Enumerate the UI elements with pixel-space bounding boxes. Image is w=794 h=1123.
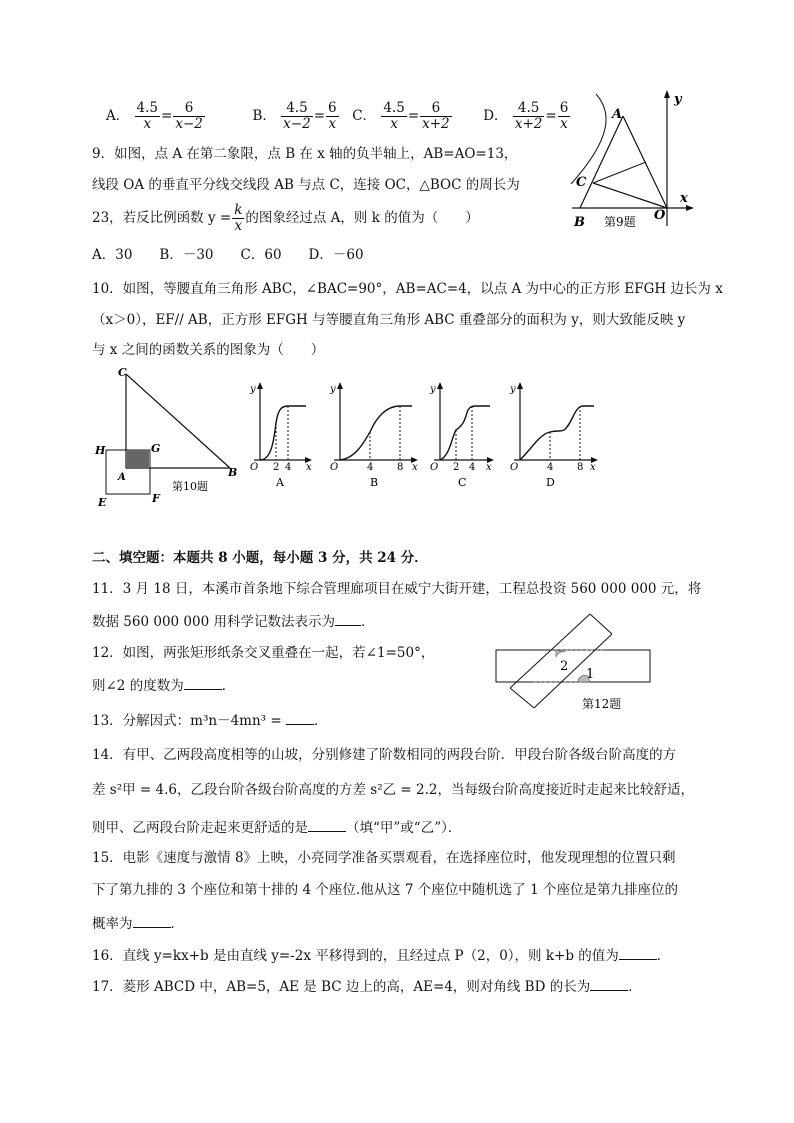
axis-o: O bbox=[510, 462, 519, 473]
axis-x: x bbox=[590, 462, 596, 473]
axis-x: x bbox=[306, 462, 312, 473]
arrow bbox=[257, 382, 263, 389]
graph-b bbox=[329, 382, 418, 489]
axis-o: O bbox=[250, 462, 259, 473]
option-graphs bbox=[240, 378, 600, 490]
figure-12 bbox=[494, 612, 654, 716]
graph-label: B bbox=[370, 476, 379, 489]
angle-2-label: 2 bbox=[560, 659, 569, 674]
label-g: G bbox=[151, 442, 161, 455]
answer-blank bbox=[133, 913, 171, 928]
q10-line2: （x＞0），EF// AB，正方形 EFGH 与等腰直角三角形 ABC 重叠部分的面积为 y，则大致能反映 y bbox=[92, 312, 686, 328]
answer-blank bbox=[335, 611, 361, 626]
graph-c bbox=[429, 382, 494, 489]
tick: 2 bbox=[273, 462, 280, 473]
q16: 16．直线 y=kx+b 是由直线 y=-2x 平移得到的，且经过点 P（2，0），则 k+b 的值为 ． bbox=[92, 945, 670, 965]
label-c: C bbox=[118, 366, 127, 379]
axis-y: y bbox=[250, 384, 256, 395]
q8-options bbox=[106, 96, 571, 136]
perpendicular-bisector bbox=[593, 162, 646, 183]
horizontal-strip bbox=[496, 650, 650, 682]
segment-oc bbox=[593, 183, 667, 208]
axis-y: y bbox=[430, 384, 436, 395]
tick: 4 bbox=[547, 462, 554, 473]
graph-label: D bbox=[546, 476, 555, 489]
figure-caption: 第9题 bbox=[604, 215, 636, 229]
answer-blank bbox=[619, 945, 657, 960]
q12-line2: 则∠2 的度数为 ． bbox=[92, 675, 235, 695]
q9-line2: 线段 OA 的垂直平分线交线段 AB 与点 C，连接 OC，△BOC 的周长为 bbox=[92, 177, 520, 193]
axis-x: x bbox=[486, 462, 492, 473]
section-title: 二、填空题：本题共 8 小题，每小题 3 分，共 24 分． bbox=[92, 550, 428, 566]
curve bbox=[520, 406, 594, 460]
figure-10 bbox=[90, 362, 240, 512]
answer-blank bbox=[286, 710, 314, 725]
figure-caption: 第12题 bbox=[582, 697, 622, 711]
overlap-region bbox=[127, 450, 149, 468]
fraction: $\frac{6}{x+2}$ bbox=[422, 100, 450, 132]
answer-blank bbox=[184, 675, 222, 690]
q14-line3: 则甲、乙两段台阶走起来更舒适的是 （填“甲”或“乙”）． bbox=[92, 817, 461, 837]
hyperbola-curve bbox=[571, 94, 606, 184]
label-x: x bbox=[680, 191, 688, 206]
q10-line3: 与 x 之间的函数关系的图象为（ ） bbox=[92, 342, 325, 358]
answer-blank bbox=[308, 817, 346, 832]
q9-line1: 9．如图，点 A 在第二象限，点 B 在 x 轴的负半轴上，AB=AO=13， bbox=[92, 146, 518, 162]
angle-2-mark bbox=[556, 650, 566, 657]
label-a: A bbox=[118, 472, 126, 483]
slanted-strip-edge bbox=[590, 614, 612, 634]
q15-line1: 15．电影《速度与激情 8》上映，小亮同学准备买票观看，在选择座位时，他发现理想的位置只剩 bbox=[92, 850, 676, 866]
curve bbox=[260, 406, 306, 460]
fraction: $\frac{4.5}{x+2}$ bbox=[514, 100, 543, 132]
q13: 13．分解因式：m³n－4mn³ = ． bbox=[92, 710, 327, 730]
fraction: $\frac{6}{x}$ bbox=[559, 100, 569, 132]
graph-label: A bbox=[276, 476, 284, 489]
q8-option-d: D． $\frac{4.5}{x+2}$ = $\frac{6}{x}$ bbox=[483, 100, 569, 132]
graph-a bbox=[249, 382, 312, 489]
q14-line1: 14．有甲、乙两段高度相等的山坡，分别修建了阶数相同的两段台阶．甲段台阶各级台阶高度的方 bbox=[92, 747, 677, 763]
q8-option-b: B． $\frac{4.5}{x-2}$ = $\frac{6}{x}$ bbox=[252, 100, 337, 132]
curve bbox=[440, 406, 490, 460]
figure-caption: 第10题 bbox=[172, 480, 208, 493]
q14-line2: 差 s²甲 = 4.6，乙段台阶各级台阶高度的方差 s²乙 = 2.2，当每级台阶高度接近时走起来比较舒适， bbox=[92, 782, 694, 798]
tick: 4 bbox=[367, 462, 374, 473]
segment-ab bbox=[580, 116, 623, 208]
fraction: $\frac{6}{x-2}$ bbox=[175, 100, 203, 132]
tick: 4 bbox=[285, 462, 292, 473]
label-b: B bbox=[228, 466, 238, 479]
axis-y: y bbox=[510, 384, 516, 395]
q12-line1: 12．如图，两张矩形纸条交叉重叠在一起，若∠1=50°， bbox=[92, 645, 435, 661]
fraction: $\frac{4.5}{x}$ bbox=[136, 100, 159, 132]
graph-label: C bbox=[458, 476, 467, 489]
q8-option-c: C． $\frac{4.5}{x}$ = $\frac{6}{x+2}$ bbox=[352, 100, 450, 132]
arrow bbox=[517, 382, 523, 389]
label-c: C bbox=[576, 175, 587, 190]
fraction: $\frac{k}{x}$ bbox=[234, 202, 243, 234]
tick: 8 bbox=[397, 462, 404, 473]
q15-line2: 下了第九排的 3 个座位和第十排的 4 个座位.他从这 7 个座位中随机选了 1 个座位是第九排座位的 bbox=[92, 882, 678, 898]
q10-line1: 10．如图，等腰直角三角形 ABC，∠BAC=90°，AB=AC=4，以点 A 为中心的正方形 EFGH 边长为 x bbox=[92, 281, 723, 297]
fraction: $\frac{4.5}{x-2}$ bbox=[283, 100, 311, 132]
arrow bbox=[337, 382, 343, 389]
q9-options: A．30 B．－30 C．60 D．－60 bbox=[92, 247, 364, 263]
q17: 17．菱形 ABCD 中，AB=5，AE 是 BC 边上的高，AE=4，则对角线 BD 的长为 ． bbox=[92, 976, 642, 996]
answer-blank bbox=[590, 976, 628, 991]
label-f: F bbox=[152, 492, 160, 505]
axis-y: y bbox=[330, 384, 336, 395]
label-y: y bbox=[674, 92, 682, 107]
figure-9 bbox=[566, 86, 696, 232]
q9-line3: 23，若反比例函数 y = $\frac{k}{x}$ 的图象经过点 A，则 k 的值为（ ） bbox=[92, 202, 479, 234]
slanted-strip-edge bbox=[510, 614, 590, 688]
curve bbox=[340, 406, 412, 460]
label-h: H bbox=[95, 444, 106, 457]
graph-d bbox=[509, 382, 598, 489]
y-axis-arrow bbox=[664, 90, 670, 98]
label-a: A bbox=[612, 107, 623, 122]
q11-line2: 数据 560 000 000 用科学记数法表示为 ． bbox=[92, 611, 374, 631]
label-o: O bbox=[654, 208, 666, 223]
tick: 2 bbox=[453, 462, 460, 473]
axis-x: x bbox=[412, 462, 418, 473]
arrow bbox=[437, 382, 443, 389]
q11-line1: 11．3 月 18 日，本溪市首条地下综合管理廊项目在威宁大街开建，工程总投资 560 000 000 元，将 bbox=[92, 581, 702, 597]
label-e: E bbox=[98, 496, 107, 509]
fraction: $\frac{4.5}{x}$ bbox=[383, 100, 405, 132]
fraction: $\frac{6}{x}$ bbox=[328, 100, 337, 132]
tick: 4 bbox=[469, 462, 476, 473]
label-b: B bbox=[574, 215, 585, 230]
q8-option-a: A． $\frac{4.5}{x}$ = $\frac{6}{x-2}$ bbox=[106, 100, 203, 132]
angle-1-label: 1 bbox=[586, 667, 595, 682]
axis-o: O bbox=[330, 462, 339, 473]
tick: 8 bbox=[577, 462, 584, 473]
slanted-strip-edge bbox=[510, 688, 534, 708]
axis-o: O bbox=[430, 462, 439, 473]
q15-line3: 概率为 ． bbox=[92, 913, 184, 933]
